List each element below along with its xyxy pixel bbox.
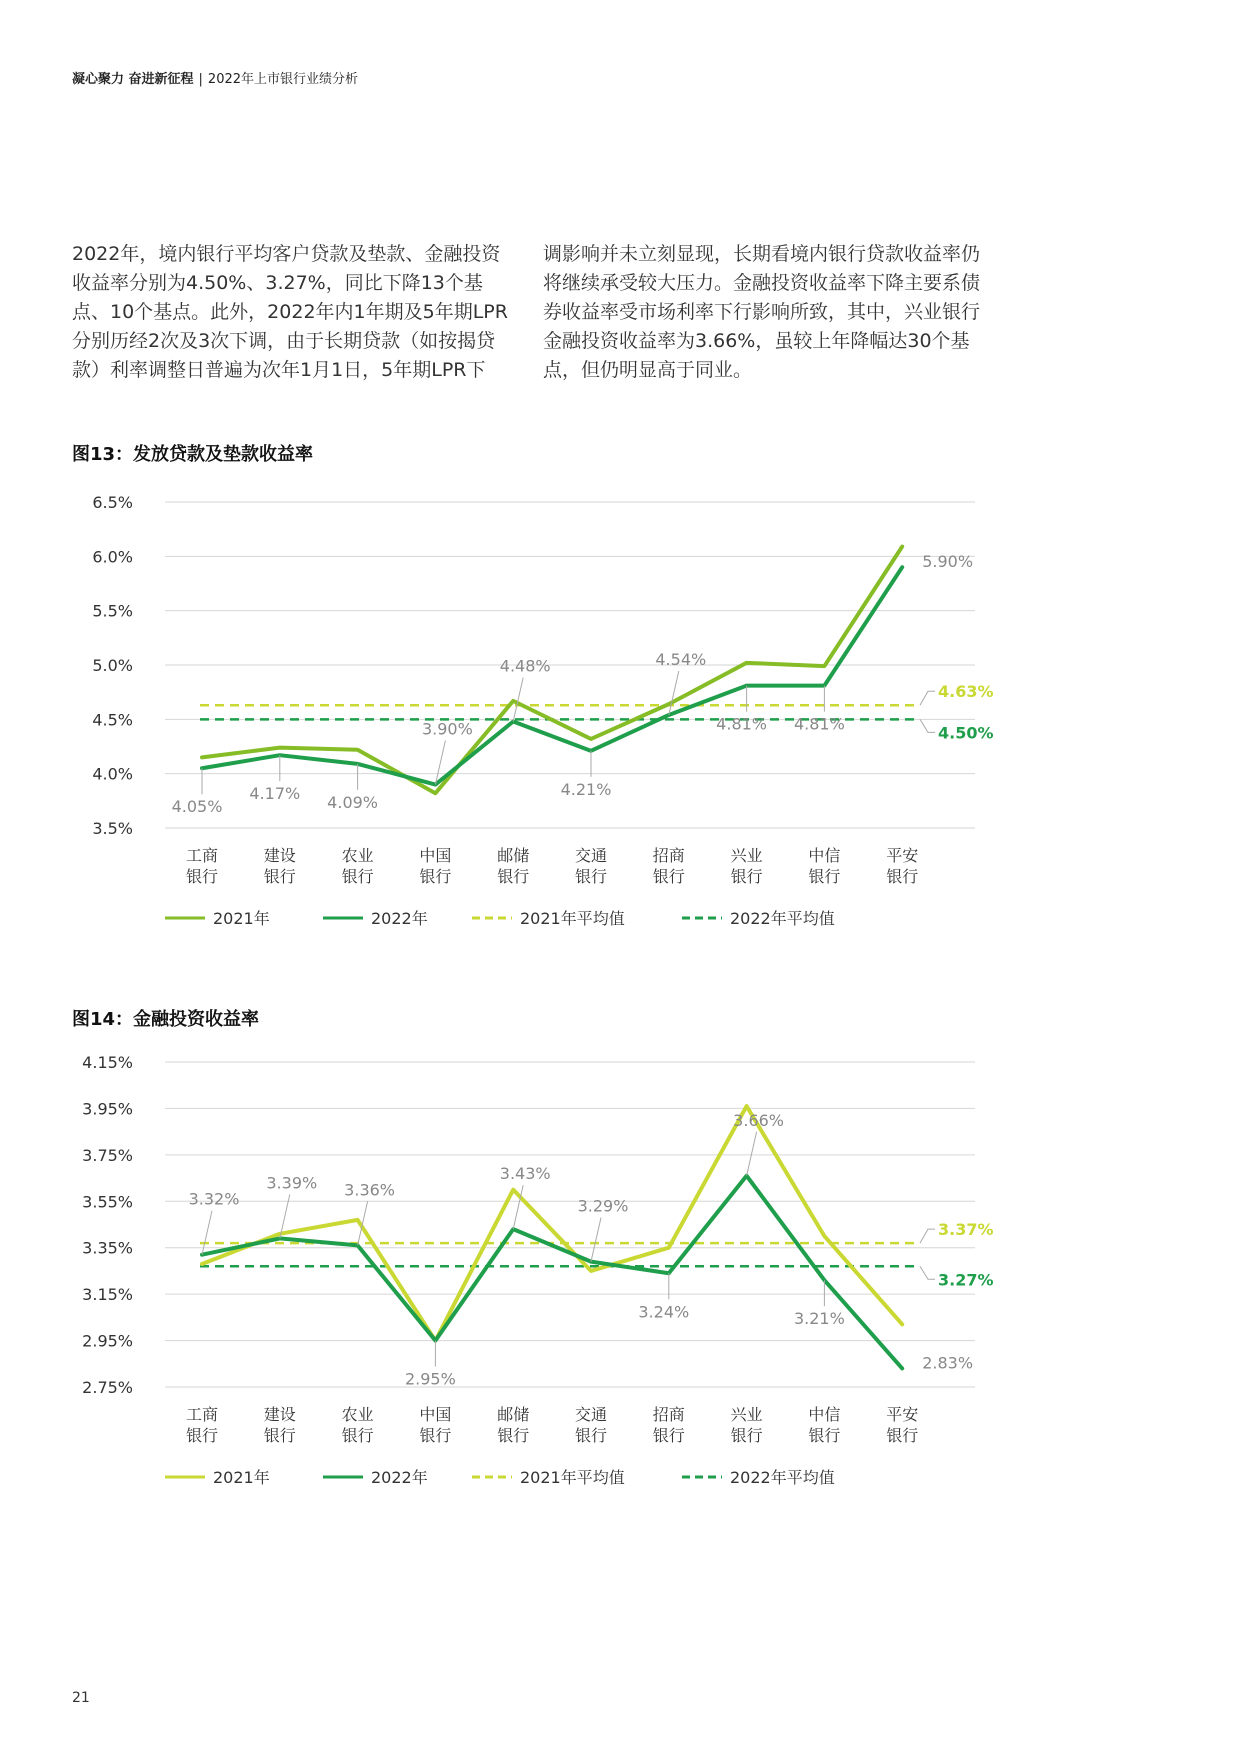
body-paragraph-right: 调影响并未立刻显现，长期看境内银行贷款收益率仍将继续承受较大压力。金融投资收益率下降主要系债券收益率受市场利率下行影响所致，其中，兴业银行金融投资收益率为3.66%，虽较上年降幅达30个基点，但仍明显高于同业。 (543, 243, 981, 381)
data-label: 2.83% (922, 1353, 974, 1373)
legend-label: 2022年平均值 (730, 1468, 835, 1487)
x-tick-label: 中国银行 (419, 846, 452, 886)
average-label-leader (920, 1229, 935, 1243)
x-tick-label: 平安银行 (886, 846, 919, 886)
data-label: 5.90% (922, 552, 974, 572)
header-subtitle: 2022年上市银行业绩分析 (207, 72, 359, 87)
x-tick-label: 交通银行 (574, 846, 608, 886)
header-separator: | (198, 72, 203, 87)
data-label: 3.43% (499, 1164, 551, 1184)
average-label: 3.27% (938, 1270, 994, 1290)
data-label: 3.39% (266, 1173, 318, 1193)
y-tick-label: 4.15% (82, 1053, 133, 1072)
average-label-leader (920, 691, 935, 705)
x-tick-label: 中信银行 (808, 1405, 841, 1445)
x-tick-label: 中国银行 (419, 1405, 452, 1445)
x-tick-label: 兴业银行 (730, 846, 763, 886)
y-tick-label: 2.75% (82, 1378, 133, 1397)
data-label: 2.95% (404, 1369, 456, 1389)
legend-label: 2021年 (213, 1468, 270, 1487)
data-label: 4.81% (716, 714, 768, 734)
legend-label: 2022年 (371, 1468, 428, 1487)
y-tick-label: 4.0% (92, 764, 133, 784)
figure14-title: 图14：金融投资收益率 (72, 1009, 260, 1030)
data-label: 3.29% (577, 1196, 629, 1216)
average-label: 4.50% (938, 723, 994, 743)
average-label: 4.63% (938, 682, 994, 702)
series-line-2021 (202, 1106, 902, 1340)
x-tick-label: 招商银行 (652, 1405, 685, 1445)
data-label-leader (747, 1132, 757, 1176)
legend-label: 2021年平均值 (520, 1468, 625, 1487)
figure14-chart (0, 1040, 1240, 1520)
data-label: 4.54% (655, 649, 707, 669)
body-paragraph-left: 2022年，境内银行平均客户贷款及垫款、金融投资收益率分别为4.50%、3.27%，同比下降13个基点、10个基点。此外，2022年内1年期及5年期LPR分别历经2次及3次下调，由于长期贷款（如按揭贷款）利率调整日普遍为次年1月1日，5年期LPR下 (72, 243, 508, 381)
figure13-title: 图13：发放贷款及垫款收益率 (72, 444, 314, 465)
y-tick-label: 3.75% (82, 1145, 133, 1165)
x-tick-label: 工商银行 (185, 1405, 219, 1445)
data-label: 3.32% (188, 1189, 240, 1209)
data-label: 3.21% (793, 1309, 845, 1329)
x-tick-label: 建设银行 (263, 846, 296, 886)
header-title: 凝心聚力 奋进新征程 (72, 72, 194, 87)
y-tick-label: 3.95% (82, 1099, 133, 1119)
y-tick-label: 3.15% (82, 1285, 133, 1305)
data-label-leader (591, 1218, 601, 1262)
x-tick-label: 工商银行 (185, 846, 219, 886)
series-line-2022 (202, 567, 902, 784)
data-label: 4.09% (327, 792, 379, 812)
x-tick-label: 邮储银行 (497, 846, 530, 886)
legend-label: 2022年平均值 (730, 909, 835, 928)
legend-label: 2022年 (371, 909, 428, 928)
y-tick-label: 5.0% (92, 656, 133, 675)
x-tick-label: 交通银行 (574, 1405, 608, 1445)
x-tick-label: 建设银行 (263, 1405, 296, 1445)
data-label: 3.36% (344, 1180, 396, 1200)
x-tick-label: 邮储银行 (497, 1405, 530, 1445)
data-label: 4.05% (171, 797, 223, 817)
x-tick-label: 农业银行 (341, 846, 374, 886)
x-tick-label: 中信银行 (808, 846, 841, 886)
x-tick-label: 农业银行 (341, 1405, 374, 1445)
data-label: 4.81% (793, 714, 845, 734)
y-tick-label: 4.5% (92, 710, 133, 730)
figure13-chart (0, 480, 1240, 950)
data-label: 3.24% (638, 1302, 690, 1322)
average-label-leader (920, 1266, 935, 1279)
x-tick-label: 平安银行 (886, 1405, 919, 1445)
data-label: 4.48% (499, 656, 551, 676)
page-header (72, 68, 358, 87)
data-label: 4.21% (560, 779, 612, 799)
y-tick-label: 5.5% (92, 601, 133, 621)
legend-label: 2021年 (213, 909, 270, 928)
y-tick-label: 3.55% (82, 1192, 133, 1212)
page-number: 21 (72, 1690, 90, 1706)
series-line-2022 (202, 1176, 902, 1369)
x-tick-label: 兴业银行 (730, 1405, 763, 1445)
y-tick-label: 2.95% (82, 1331, 133, 1351)
data-label: 4.17% (249, 784, 301, 804)
y-tick-label: 3.5% (92, 819, 133, 838)
y-tick-label: 6.5% (92, 493, 133, 512)
data-label-leader (669, 671, 679, 715)
legend-label: 2021年平均值 (520, 909, 625, 928)
y-tick-label: 3.35% (82, 1238, 133, 1258)
average-label: 3.37% (938, 1220, 994, 1240)
y-tick-label: 6.0% (92, 547, 133, 567)
average-label-leader (920, 719, 935, 732)
data-label: 3.66% (733, 1110, 785, 1130)
x-tick-label: 招商银行 (652, 846, 685, 886)
data-label: 3.90% (421, 719, 473, 739)
